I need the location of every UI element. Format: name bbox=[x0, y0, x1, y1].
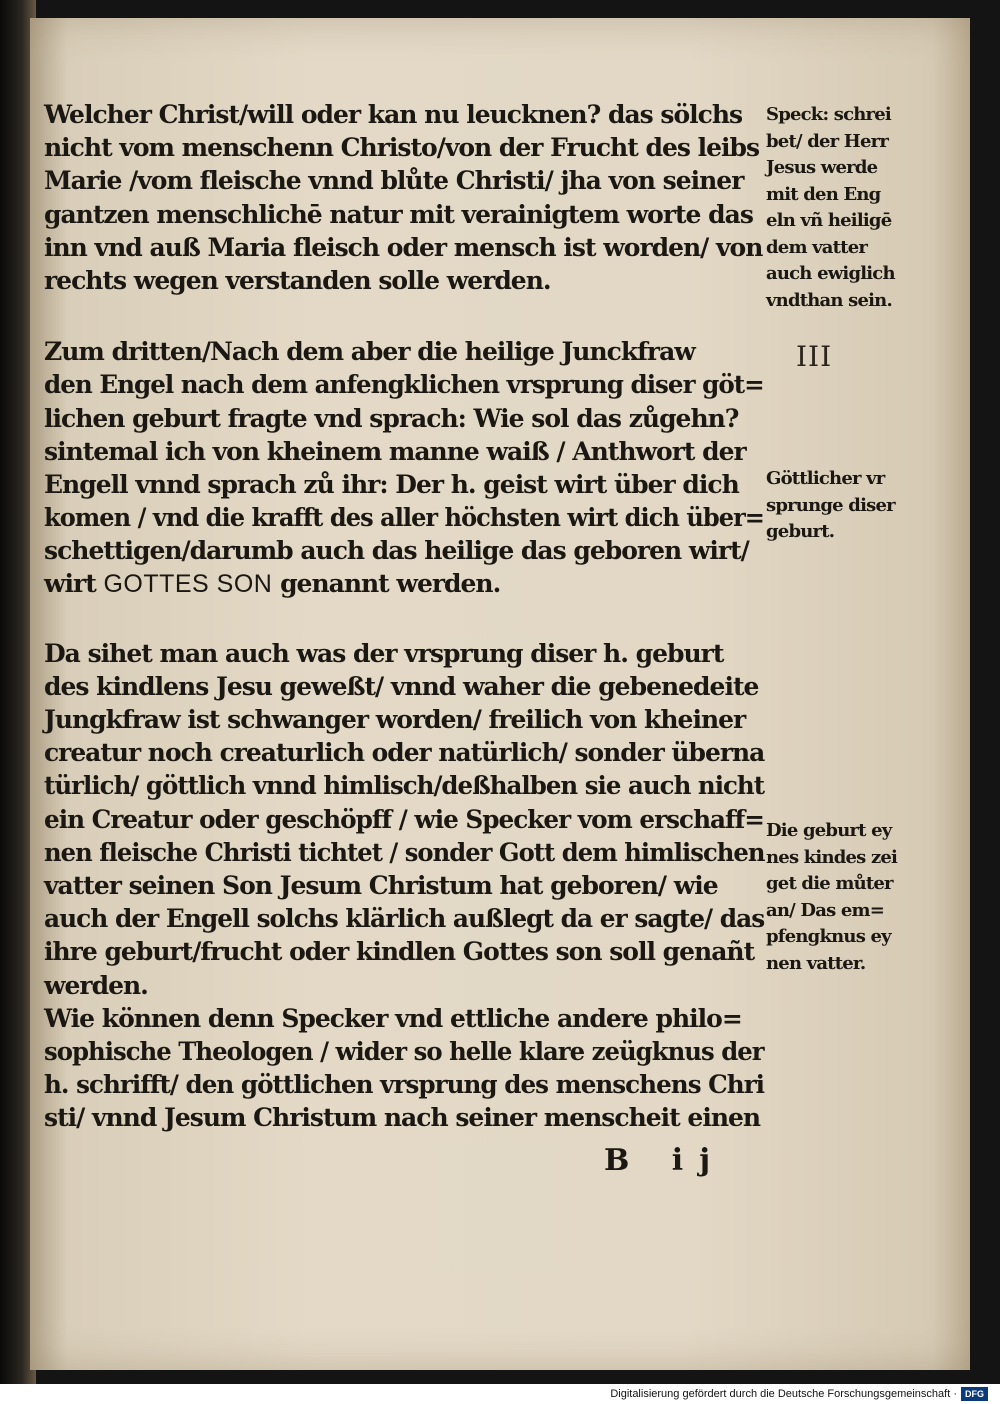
margin-line: get die můter bbox=[766, 873, 893, 894]
margin-line: nen vatter. bbox=[766, 952, 866, 974]
text-line: komen / vnd die krafft des aller höchsten wirt dich über= bbox=[44, 503, 764, 533]
signature-mark: B ij bbox=[604, 1143, 727, 1178]
paragraph-2 bbox=[44, 335, 764, 601]
margin-line: Speck: schrei bbox=[766, 104, 891, 125]
text-line: gantzen menschlichē natur mit verainigtem worte das bbox=[44, 199, 753, 229]
margin-line: geburt. bbox=[766, 521, 835, 542]
margin-note-gottlicher-vrsprunge bbox=[766, 466, 956, 546]
text-line: den Engel nach dem anfengklichen vrsprung diser göt= bbox=[44, 370, 764, 400]
margin-line: sprunge diser bbox=[766, 494, 895, 516]
margin-line: an/ Das em= bbox=[766, 899, 885, 921]
margin-note-geburt bbox=[766, 818, 956, 977]
margin-line: dem vatter bbox=[766, 236, 868, 258]
text-line: Jungkfraw ist schwanger worden/ freilich von kheiner bbox=[44, 705, 746, 734]
text-fragment: genannt werden. bbox=[272, 569, 501, 599]
text-line: Welcher Christ/will oder kan nu leucknen? das sölchs bbox=[44, 100, 743, 129]
margin-line: mit den Eng bbox=[766, 183, 881, 205]
digitization-footer bbox=[0, 1384, 1000, 1404]
text-line: Marie /vom fleische vnnd blůte Christi/ jha von seiner bbox=[44, 166, 744, 196]
paragraph-1 bbox=[44, 98, 764, 297]
text-fragment: wirt bbox=[44, 569, 104, 599]
section-numeral: III bbox=[796, 340, 833, 373]
text-line: nicht vom menschenn Christo/von der Frucht des leibs bbox=[44, 133, 760, 163]
text-line: sti/ vnnd Jesum Christum nach seiner menscheit einen bbox=[44, 1103, 761, 1133]
capitalized-name: GOTTES SON bbox=[103, 570, 273, 599]
margin-line: vndthan sein. bbox=[766, 289, 892, 311]
paragraph-4 bbox=[44, 1002, 764, 1135]
margin-line: Jesus werde bbox=[766, 157, 878, 178]
funding-credit: Digitalisierung gefördert durch die Deutsche Forschungsgemeinschaft · bbox=[610, 1388, 957, 1400]
text-line: sintemal ich von kheinem manne waiß / Anthwort der bbox=[44, 436, 746, 466]
text-line: creatur noch creaturlich oder natürlich/ sonder überna bbox=[44, 738, 765, 768]
margin-line: Die geburt ey bbox=[766, 820, 892, 841]
text-line: Engell vnnd sprach zů ihr: Der h. geist wirt über dich bbox=[44, 469, 739, 499]
margin-line: pfengknus ey bbox=[766, 926, 891, 947]
text-line: h. schrifft/ den göttlichen vrsprung des menschens Chri bbox=[44, 1070, 765, 1100]
text-line: Zum dritten/Nach dem aber die heilige Junckfraw bbox=[44, 337, 695, 367]
margin-note-speck bbox=[766, 102, 956, 314]
text-line: sophische Theologen / wider so helle klare zeügknus der bbox=[44, 1036, 764, 1066]
margin-line: eln vñ heiligē bbox=[766, 210, 892, 231]
text-line: werden. bbox=[44, 970, 148, 1000]
text-line: ein Creatur oder geschöpff / wie Specker vom erschaff= bbox=[44, 804, 765, 834]
margin-line: nes kindes zei bbox=[766, 846, 898, 868]
margin-line: Göttlicher vr bbox=[766, 468, 885, 489]
text-line-with-caps bbox=[44, 567, 764, 600]
paragraph-spacer bbox=[44, 297, 764, 335]
dfg-logo: DFG bbox=[961, 1387, 988, 1401]
text-line: rechts wegen verstanden solle werden. bbox=[44, 265, 551, 295]
text-line: schettigen/darumb auch das heilige das geboren wirt/ bbox=[44, 536, 749, 566]
text-line: inn vnd auß Maria fleisch oder mensch ist worden/ von bbox=[44, 232, 763, 262]
text-line: lichen geburt fragte vnd sprach: Wie sol das zůgehn? bbox=[44, 403, 739, 433]
text-line: vatter seinen Son Jesum Christum hat geboren/ wie bbox=[44, 870, 718, 900]
book-page bbox=[30, 18, 970, 1370]
main-text-column bbox=[44, 98, 764, 1134]
text-line: nen fleische Christi tichtet / sonder Gott dem himlischen bbox=[44, 837, 765, 867]
margin-line: bet/ der Herr bbox=[766, 130, 889, 152]
text-line: Da sihet man auch was der vrsprung diser h. geburt bbox=[44, 638, 724, 668]
text-line: ihre geburt/frucht oder kindlen Gottes son soll genañt bbox=[44, 937, 755, 967]
text-line: auch der Engell solchs klärlich außlegt da er sagte/ das bbox=[44, 904, 765, 934]
text-line: türlich/ göttlich vnnd himlisch/deßhalben sie auch nicht bbox=[44, 771, 765, 801]
text-line: Wie können denn Specker vnd ettliche andere philo= bbox=[44, 1003, 742, 1033]
margin-line: auch ewiglich bbox=[766, 263, 895, 284]
text-line: des kindlens Jesu geweßt/ vnnd waher die gebenedeite bbox=[44, 671, 759, 701]
paragraph-spacer bbox=[44, 601, 764, 637]
paragraph-3 bbox=[44, 637, 764, 1002]
